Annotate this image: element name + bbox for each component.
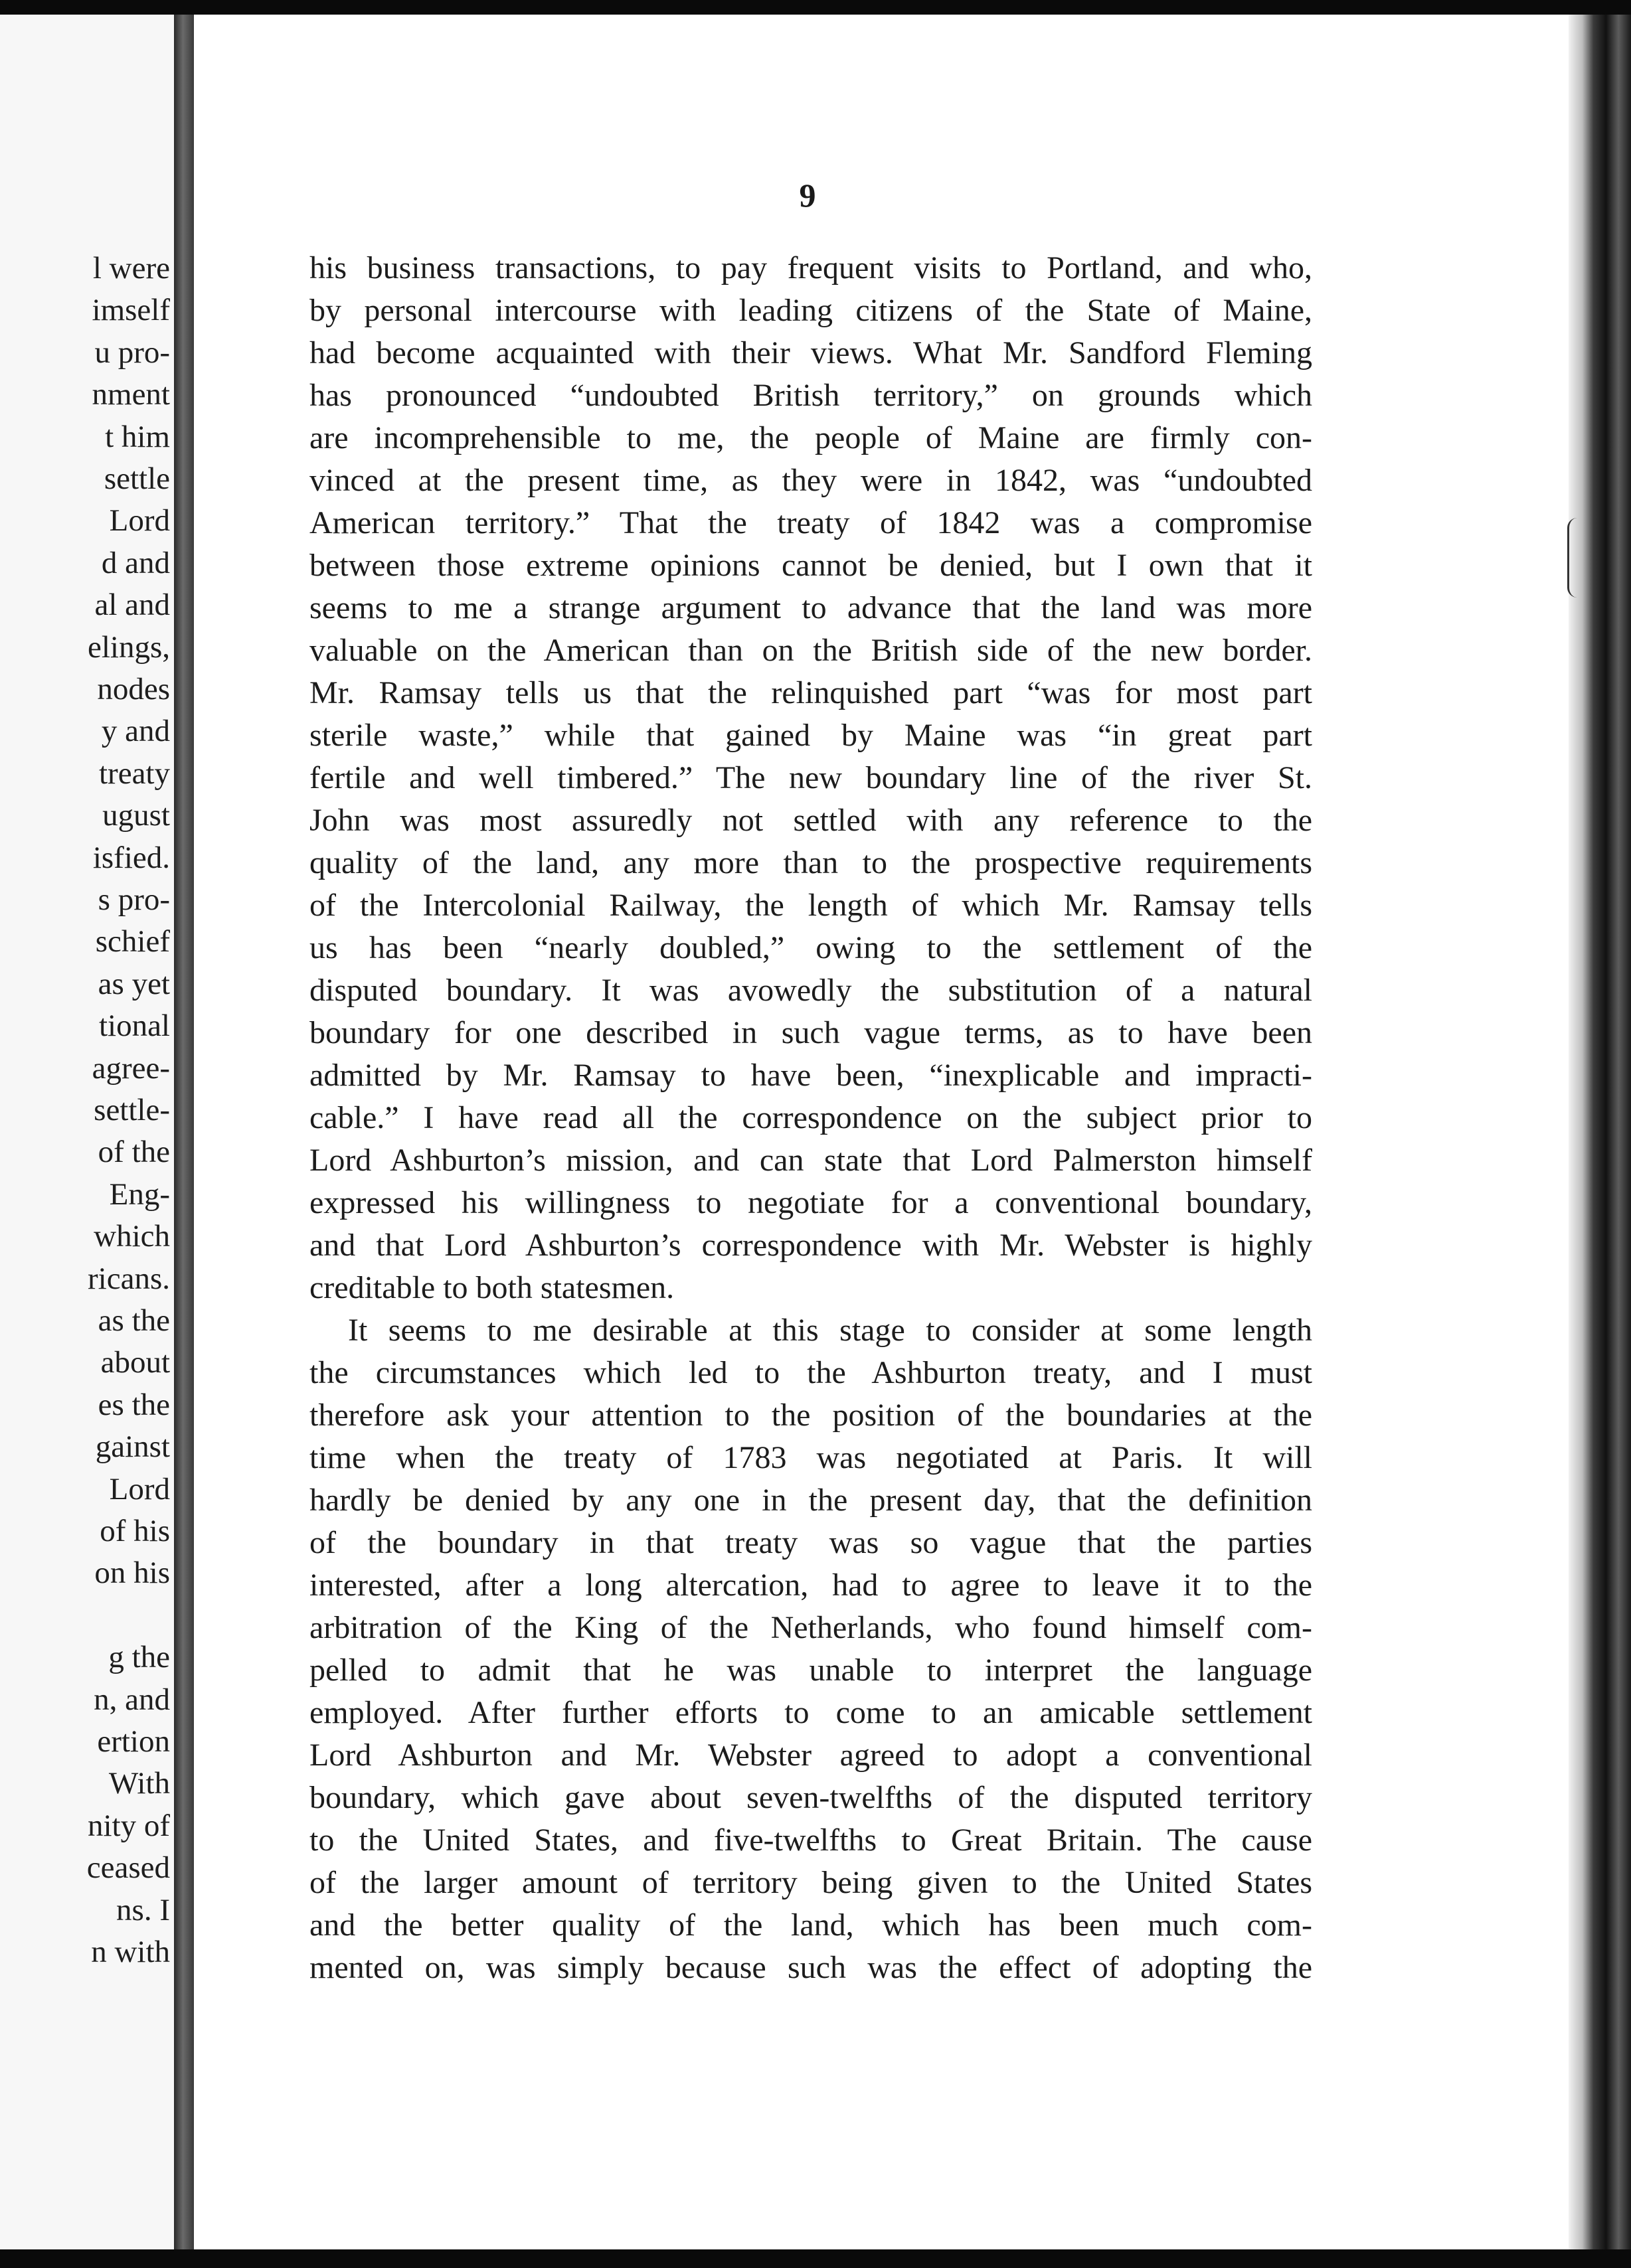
text-line: disputed boundary. It was avowedly the substitution of a natural xyxy=(309,973,1312,1008)
facing-page-line: isfied. xyxy=(92,841,170,875)
facing-page-line: ertion xyxy=(97,1724,170,1759)
facing-page-line: n with xyxy=(91,1935,170,1969)
facing-page-line: settle- xyxy=(94,1093,170,1127)
text-line: employed. After further efforts to come to an amicable settlement xyxy=(309,1695,1312,1730)
facing-page-line: tional xyxy=(98,1009,170,1043)
facing-page-line: about xyxy=(100,1345,170,1380)
page-edge-right xyxy=(1569,15,1631,2249)
text-line: Mr. Ramsay tells us that the relinquished part “was for most part xyxy=(309,675,1312,710)
text-line: Lord Ashburton’s mission, and can state that Lord Palmerston himself xyxy=(309,1143,1312,1178)
text-line: and the better quality of the land, which has been much com- xyxy=(309,1907,1312,1943)
text-line: cable.” I have read all the correspondence on the subject prior to xyxy=(309,1100,1312,1135)
facing-page-line: l were xyxy=(92,251,170,285)
book-gutter xyxy=(174,15,194,2249)
text-line: sterile waste,” while that gained by Maine was “in great part xyxy=(309,718,1312,753)
text-line: the circumstances which led to the Ashburton treaty, and I must xyxy=(309,1355,1312,1390)
facing-page-line: t him xyxy=(105,420,170,454)
facing-page-line: of the xyxy=(98,1135,170,1169)
facing-page-line: al and xyxy=(94,588,170,622)
text-line: by personal intercourse with leading citizens of the State of Maine, xyxy=(309,293,1312,328)
facing-page-line: imself xyxy=(92,293,170,327)
text-line: John was most assuredly not settled with any reference to the xyxy=(309,803,1312,838)
text-line: to the United States, and five-twelfths to Great Britain. The cause xyxy=(309,1822,1312,1858)
facing-page-line: Lord xyxy=(109,1472,170,1506)
text-line: American territory.” That the treaty of 1842 was a compromise xyxy=(309,505,1312,540)
facing-page-line: which xyxy=(94,1219,170,1254)
text-line: It seems to me desirable at this stage to consider at some length xyxy=(348,1313,1312,1348)
text-line: hardly be denied by any one in the present day, that the definition xyxy=(309,1483,1312,1518)
page-edge-notch xyxy=(1567,518,1577,598)
facing-page-line: treaty xyxy=(99,756,170,791)
facing-page-line: elings, xyxy=(87,630,170,665)
facing-page-line: n, and xyxy=(94,1682,170,1717)
scan-border-top xyxy=(0,0,1631,15)
facing-page xyxy=(0,15,174,2249)
facing-page-line: gainst xyxy=(95,1429,170,1464)
facing-page-line: nodes xyxy=(97,672,170,706)
facing-page-line: g the xyxy=(108,1640,170,1674)
facing-page-line: d and xyxy=(101,546,170,580)
text-line: between those extreme opinions cannot be denied, but I own that it xyxy=(309,548,1312,583)
facing-page-line: on his xyxy=(94,1556,170,1590)
facing-page-line: With xyxy=(108,1766,170,1801)
facing-page-line: Lord xyxy=(109,503,170,538)
facing-page-line: Eng- xyxy=(109,1177,170,1212)
facing-page-line: ricans. xyxy=(88,1261,170,1296)
body-text xyxy=(309,247,1312,1989)
text-line: quality of the land, any more than to the prospective requirements xyxy=(309,845,1312,880)
text-line: valuable on the American than on the British side of the new border. xyxy=(309,633,1312,668)
text-line: had become acquainted with their views. What Mr. Sandford Fleming xyxy=(309,335,1312,370)
text-line: mented on, was simply because such was the effect of adopting the xyxy=(309,1950,1312,1985)
facing-page-line: agree- xyxy=(92,1051,170,1086)
text-line: creditable to both statesmen. xyxy=(309,1270,675,1305)
text-line: are incomprehensible to me, the people of Maine are firmly con- xyxy=(309,420,1312,455)
text-line: time when the treaty of 1783 was negotiated at Paris. It will xyxy=(309,1440,1312,1475)
facing-page-line: y and xyxy=(101,714,170,748)
page-number: 9 xyxy=(799,177,816,214)
facing-page-line: as the xyxy=(98,1303,170,1338)
text-line: seems to me a strange argument to advance that the land was more xyxy=(309,590,1312,625)
text-line: of the boundary in that treaty was so vague that the parties xyxy=(309,1525,1312,1560)
facing-page-line: as yet xyxy=(98,967,170,1001)
text-line: boundary for one described in such vague terms, as to have been xyxy=(309,1015,1312,1050)
text-line: of the Intercolonial Railway, the length of which Mr. Ramsay tells xyxy=(309,888,1312,923)
text-line: arbitration of the King of the Netherlands, who found himself com- xyxy=(309,1610,1312,1645)
facing-page-line: schief xyxy=(95,924,170,959)
facing-page-line: nity of xyxy=(87,1809,170,1843)
facing-page-line: settle xyxy=(104,461,170,496)
facing-page-line: ugust xyxy=(102,798,170,833)
text-line: Lord Ashburton and Mr. Webster agreed to adopt a conventional xyxy=(309,1738,1312,1773)
facing-page-line: s pro- xyxy=(98,882,170,917)
text-line: therefore ask your attention to the position of the boundaries at the xyxy=(309,1398,1312,1433)
text-line: vinced at the present time, as they were in 1842, was “undoubted xyxy=(309,463,1312,498)
text-line: expressed his willingness to negotiate for a conventional boundary, xyxy=(309,1185,1312,1220)
text-line: has pronounced “undoubted British territory,” on grounds which xyxy=(309,378,1312,413)
text-line: his business transactions, to pay frequent visits to Portland, and who, xyxy=(309,250,1312,285)
text-line: interested, after a long altercation, had to agree to leave it to the xyxy=(309,1568,1312,1603)
text-line: us has been “nearly doubled,” owing to the settlement of the xyxy=(309,930,1312,965)
facing-page-line: es the xyxy=(98,1388,170,1422)
text-line: pelled to admit that he was unable to interpret the language xyxy=(309,1653,1312,1688)
facing-page-line: u pro- xyxy=(94,335,170,370)
text-line: of the larger amount of territory being given to the United States xyxy=(309,1865,1312,1900)
text-line: and that Lord Ashburton’s correspondence with Mr. Webster is highly xyxy=(309,1228,1312,1263)
text-line: fertile and well timbered.” The new boundary line of the river St. xyxy=(309,760,1312,795)
text-line: boundary, which gave about seven-twelfths of the disputed territory xyxy=(309,1780,1312,1815)
scan-border-bottom xyxy=(0,2249,1631,2268)
facing-page-line: ceased xyxy=(86,1850,170,1885)
facing-page-line: ns. I xyxy=(116,1893,170,1927)
text-line: admitted by Mr. Ramsay to have been, “inexplicable and impracti- xyxy=(309,1058,1312,1093)
facing-page-line: nment xyxy=(92,377,170,412)
facing-page-line: of his xyxy=(100,1514,170,1548)
